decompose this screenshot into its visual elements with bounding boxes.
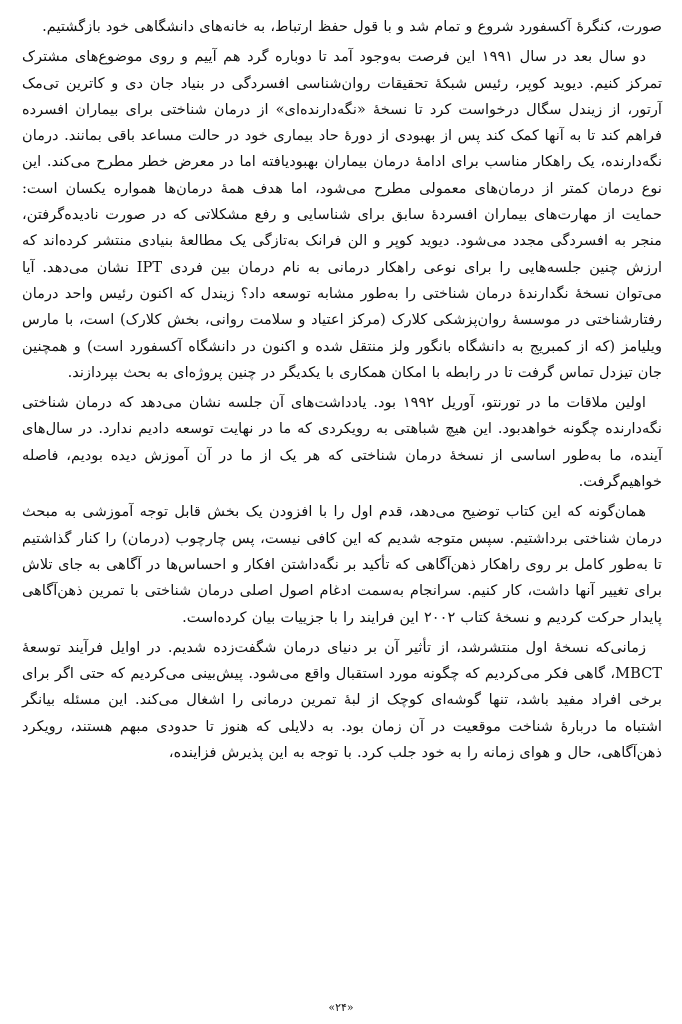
paragraph-5: زمانی‌که نسخهٔ اول منتشرشد، از تأثیر آن بر دنیای درمان شگفت‌زده شدیم. در اوایل فرآیند توسعهٔ MBCT، گاهی فکر می‌کردیم که چگونه مورد استقبال واقع می‌شود. پیش‌بینی می‌کردیم که حتی اگر برای برخی افراد مفید باشد، تنها گوشه‌ای کوچک از لبهٔ تمرین درمانی را اشغال می‌کند. این مسئله بیانگر اشتباه ما دربارهٔ شناخت موقعیت در آن زمان بود. به دلایلی که هنوز تا حدودی مبهم هستند، رویکرد ذهن‌آگاهی، حال و هوای زمانه را به خود جلب کرد. با توجه به این پذیرش فزاینده، <box>22 638 662 762</box>
paragraph-3: اولین ملاقات ما در تورنتو، آوریل ۱۹۹۲ بود. یادداشت‌های آن جلسه نشان می‌دهد که درمان شناختی نگه‌دارنده چگونه خواهدبود. این هیچ شباهتی به رویکردی که ما در نهایت توسعه دادیم ندارد. در سال‌های آینده، ما به‌طور اساسی از نسخهٔ درمان شناختی که هر یک از ما در آن آموزش دیده بودیم، فاصله خواهیم‌گرفت. <box>22 394 662 491</box>
page-number: «۲۴» <box>328 1001 354 1014</box>
paragraph-2: دو سال بعد در سال ۱۹۹۱ این فرصت به‌وجود آمد تا دوباره گرد هم آییم و روی موضوع‌های مشترک تمرکز کنیم. دیوید کوپر، رئیس شبکهٔ تحقیقات روان‌شناسی افسردگی در بنیاد جان دی و کاترین تی‌مک آرتور، از زیندل سگال درخواست کرد تا نسخهٔ «نگه‌دارنده‌ای» از درمان شناختی برای بیماران افسرده فراهم کند تا به آنها کمک کند پس از بهبودی از دورهٔ حاد بیماری خود در حالت مساعد باقی بمانند. درمان نگه‌دارنده، یک راهکار مناسب برای ادامهٔ درمان بیماران بهبودیافته اما در معرض خطر مطرح می‌کند. این نوع درمان کمتر از درمان‌های معمولی مطرح می‌شود، اما هدف همهٔ درمان‌ها همواره یکسان است: حمایت از مهارت‌های بیماران افسردهٔ سابق برای شناسایی و رفع مشکلاتی که در صورت نادیده‌گرفتن، منجر به افسردگی مجدد می‌شود. دیوید کوپر و الن فرانک به‌تازگی یک مطالعهٔ بنیادی منتشر کرده‌اند که ارزش چنین جلسه‌هایی را برای نوعی راهکار درمانی به نام درمان بین فردی IPT نشان می‌دهد. آیا می‌توان نسخهٔ نگدارندهٔ درمان شناختی را به‌طور مشابه توسعه داد؟ زیندل که اکنون رئیس واحد درمان رفتارشناختی در موسسهٔ روان‌پزشکی کلارک (مرکز اعتیاد و سلامت روانی، بخش کلارک) است، با مارس ویلیامز (که از کمبریج به دانشگاه بانگور ولز منتقل شده و اکنون در دانشگاه آکسفورد است) و همچنین جان تیزدل تماس گرفت تا در رابطه با امکان همکاری با یکدیگر در چنین پروژه‌ای به بحث بپردازند. <box>22 48 662 381</box>
paragraph-1: صورت، کنگرهٔ آکسفورد شروع و تمام شد و با قول حفظ ارتباط، به خانه‌های دانشگاهی خود بازگشتیم. <box>42 18 662 35</box>
paragraph-4: همان‌گونه که این کتاب توضیح می‌دهد، قدم اول را با افزودن یک بخش قابل توجه آموزشی به مبحث درمان شناختی برداشتیم. سپس متوجه شدیم که این کافی نیست، پس چارچوب (درمان) را کنار گذاشتیم تا به‌طور کامل بر روی راهکار ذهن‌آگاهی که تأکید بر نگه‌داشتن افکار و احساس‌ها در آگاهی به جای تلاش برای تغییر آنها داشت، کار کنیم. سرانجام به‌سمت ادغام اصول اصلی درمان شناختی با تمرین ذهن‌آگاهی پایدار حرکت کردیم و نسخهٔ کتاب ۲۰۰۲ این فرایند را با جزییات بیان کرده‌است. <box>22 503 662 626</box>
document-page <box>22 14 662 766</box>
